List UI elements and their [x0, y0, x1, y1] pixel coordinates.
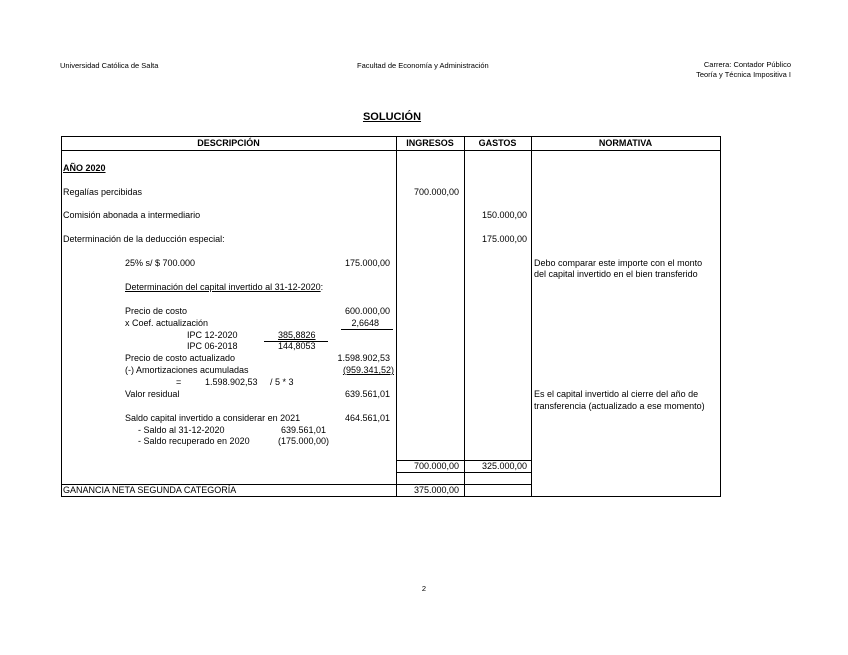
saldo1-value: 639.561,01: [280, 425, 326, 435]
header-faculty: Facultad de Economía y Administración: [357, 61, 489, 70]
column-header-ingresos: INGRESOS: [406, 138, 454, 148]
coef-value: 2,6648: [351, 318, 379, 328]
normativa-note-1a: Debo comparar este importe con el monto: [534, 258, 703, 268]
amort-label: (-) Amortizaciones acumuladas: [125, 365, 249, 375]
capital-title-colon: :: [320, 282, 324, 292]
coef-label: x Coef. actualización: [125, 318, 209, 328]
normativa-note-2a: Es el capital invertido al cierre del año de: [534, 389, 699, 399]
column-header-gastos: GASTOS: [478, 138, 517, 148]
formula-value: 1.598.902,53: [205, 377, 258, 387]
regalias-ingresos: 700.000,00: [413, 187, 459, 197]
amort-value: (959.341,52): [342, 365, 394, 375]
residual-value: 639.561,01: [344, 389, 390, 399]
capital-title: [125, 283, 323, 292]
capital-title-text: Determinación del capital invertido al 31-12-2020: [125, 282, 321, 292]
pct-value: 175.000,00: [344, 258, 390, 268]
page-number: 2: [421, 584, 427, 593]
comision-label: Comisión abonada a intermediario: [63, 210, 201, 220]
saldo1-label: - Saldo al 31-12-2020: [138, 425, 225, 435]
formula-eq: =: [176, 377, 182, 387]
total-gastos: 325.000,00: [481, 461, 527, 471]
normativa-note-2b: transferencia (actualizado a ese momento): [534, 401, 705, 411]
year-label: AÑO 2020: [63, 163, 106, 173]
header-university: Universidad Católica de Salta: [60, 61, 159, 70]
ipc2-value: 144,8053: [278, 341, 316, 351]
saldo-label: Saldo capital invertido a considerar en 2021: [125, 413, 301, 423]
residual-label: Valor residual: [125, 389, 180, 399]
precio-costo-label: Precio de costo: [125, 306, 188, 316]
header-career: Carrera: Contador Público: [703, 60, 791, 69]
saldo2-label: - Saldo recuperado en 2020: [138, 436, 250, 446]
ganancia-ingresos: 375.000,00: [413, 485, 459, 495]
saldo2-value: (175.000,00): [277, 436, 329, 446]
precio-act-label: Precio de costo actualizado: [125, 353, 236, 363]
normativa-note-1b: del capital invertido en el bien transferido: [534, 269, 698, 279]
precio-act-value: 1.598.902,53: [337, 353, 390, 363]
ipc2-label: IPC 06-2018: [187, 341, 238, 351]
header-course: Teoría y Técnica Impositiva I: [696, 70, 791, 79]
comision-gastos: 150.000,00: [481, 210, 527, 220]
deduccion-gastos: 175.000,00: [481, 234, 527, 244]
ganancia-label: GANANCIA NETA SEGUNDA CATEGORÍA: [63, 485, 237, 495]
precio-costo-value: 600.000,00: [344, 306, 390, 316]
ipc1-value: 385,8826: [278, 330, 316, 340]
total-ingresos: 700.000,00: [413, 461, 459, 471]
column-header-normativa: NORMATIVA: [598, 138, 653, 148]
column-header-descripcion: DESCRIPCIÓN: [197, 138, 260, 148]
deduccion-label: Determinación de la deducción especial:: [63, 234, 225, 244]
saldo-value: 464.561,01: [344, 413, 390, 423]
ipc1-label: IPC 12-2020: [187, 330, 238, 340]
pct-label: 25% s/ $ 700.000: [125, 258, 196, 268]
formula-div: / 5 * 3: [270, 377, 294, 387]
regalias-label: Regalías percibidas: [63, 187, 143, 197]
page-title: SOLUCIÓN: [362, 111, 422, 123]
